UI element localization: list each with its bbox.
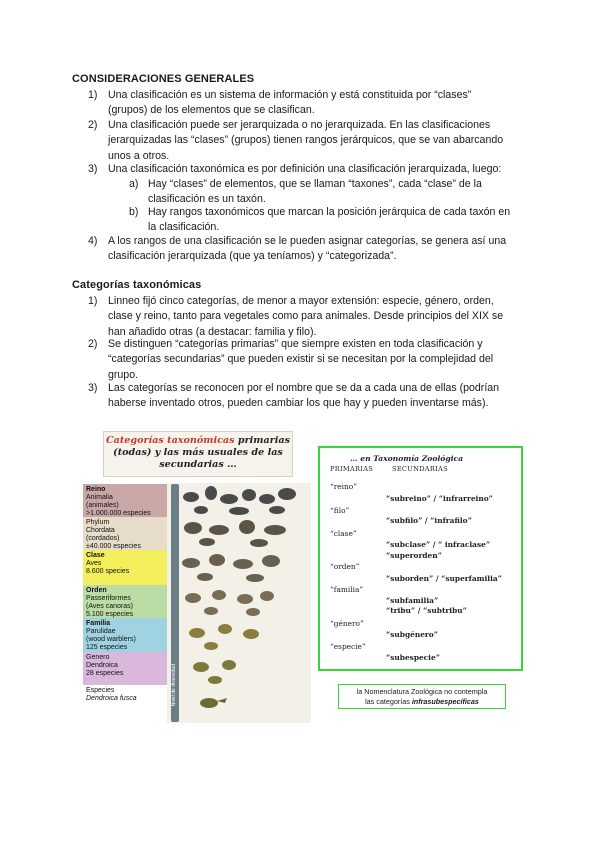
primary-category: “orden”: [330, 562, 360, 571]
secondary-column-header: SECUNDARIAS: [392, 465, 448, 473]
section-heading-taxonomic-categories: Categorías taxonómicas: [72, 279, 202, 291]
primary-category: “familia”: [330, 585, 364, 594]
zoological-categories-box: [318, 446, 523, 671]
secondary-category: “subreino” / “infrarreino”: [386, 494, 493, 503]
rank-band-reino: Reino Animalia (animales) >1.000.000 especies: [83, 484, 167, 517]
figure-title: Categorías taxonómicas primarias (todas) y las más usuales de las secundarias …: [103, 431, 293, 477]
taxonomy-pyramid-figure: [83, 424, 311, 724]
secondary-category: “tribu” / “subtribu”: [386, 606, 467, 615]
rank-band-orden: Orden Passeriformes (Aves canoras) 5.100 especies: [83, 585, 167, 618]
primary-category: “filo”: [330, 506, 350, 515]
secondary-category: “subclase” / “ infraclase”: [386, 540, 491, 549]
secondary-category: “subfamilia”: [386, 596, 439, 605]
rank-band-especies: Especies Dendroica fusca: [83, 685, 167, 723]
secondary-category: “subgénero”: [386, 630, 438, 639]
rank-band-clase: Clase Aves 8.600 species: [83, 550, 167, 585]
animal-silhouettes-illustration: [167, 483, 311, 723]
rank-band-phylum: Phylum Chordata (cordados) ±40.000 especies: [83, 517, 167, 550]
section-heading-considerations: CONSIDERACIONES GENERALES: [72, 73, 255, 85]
primary-category: “especie”: [330, 642, 366, 651]
primary-category: “reino”: [330, 482, 358, 491]
primary-column-header: PRIMARIAS: [330, 465, 374, 473]
box-title: … en Taxonomía Zoológica: [350, 454, 464, 463]
primary-category: “clase”: [330, 529, 357, 538]
diversity-axis-label: Nivel de diversidad: [171, 664, 177, 707]
document-page: CONSIDERACIONES GENERALES 1) Una clasificación es un sistema de información y está constituida por “clases” (grupos) de los elementos que se clasifican. 2) Una clasificación puede ser jerarquizada o no jerarquizada. En las clasificaciones jerarquizadas las “clases” (grupos) tienen rangos jerárquicos, que se van abarcando unos a otros. 3) Una clasificación taxonómica es por definición una clasificación jerarquizada, luego: a) Hay “clases” de elementos, que se llaman “taxones”, cada “clase” de la clasificación es un taxón. b) Hay rangos taxonómicos que marcan la posición jerárquica de cada taxón en la clasificación. 4) A los rangos de una clasificación se le pueden asignar categorías, se genera así una clasificación jerarquizada (que ya teníamos) y “categorizada”. Categorías taxonómicas 1) Linneo fijó cinco categorías, de menor a mayor extensión: especie, género, orden, clase y reino, tanto para vegetales como para animales. Desde principios del XIX se han añadido otras (a destacar: familia y filo). 2) Se distinguen “categorías primarias” que siempre existen en toda clasificación y “categorías secundarias” que pueden existir si se necesitan por la complejidad del grupo. 3) Las categorías se reconocen por el nombre que se da a cada una de ellas (podrían haberse inventado otros, pueden cambiar los que hay y pueden inventarse más). Categorías taxonómicas primarias (todas) y las más usuales de las secundarias … Reino Animalia (animales) >1.000.000 especies Phylum Chordata (cordados) ±40.000 especies Clase Aves 8.600 species Orden Passeriformes (Aves canoras) 5.100 especies Familia Parulidae (wood warblers) 125 especies Genero Dendroica 28 especies Especies Dendroica fusca Nivel de diversidad … en Taxonomía Zoológica PRIMARIAS SECUNDARIAS “reino” “subreino” / “infrarreino” “filo” “subfilo” / “infrafilo” “clase” “subclase” / “ infraclase” “superorden” “orden” “suborden” / “superfamilia” “familia” “subfamilia” “tribu” / “subtribu” “género” “subgénero” “especie” “subespecie” la Nomenclatura Zoológica no contempla las categorías infrasubespecíficas: [0, 0, 600, 848]
secondary-category: “subfilo” / “infrafilo”: [386, 516, 472, 525]
secondary-category: “suborden” / “superfamilia”: [386, 574, 502, 583]
nomenclature-note: la Nomenclatura Zoológica no contempla las categorías infrasubespecíficas: [338, 684, 506, 709]
primary-category: “género”: [330, 619, 364, 628]
rank-band-genero: Genero Dendroica 28 especies: [83, 652, 167, 685]
rank-band-familia: Familia Parulidae (wood warblers) 125 especies: [83, 618, 167, 652]
secondary-category: “subespecie”: [386, 653, 440, 662]
secondary-category: “superorden”: [386, 551, 442, 560]
